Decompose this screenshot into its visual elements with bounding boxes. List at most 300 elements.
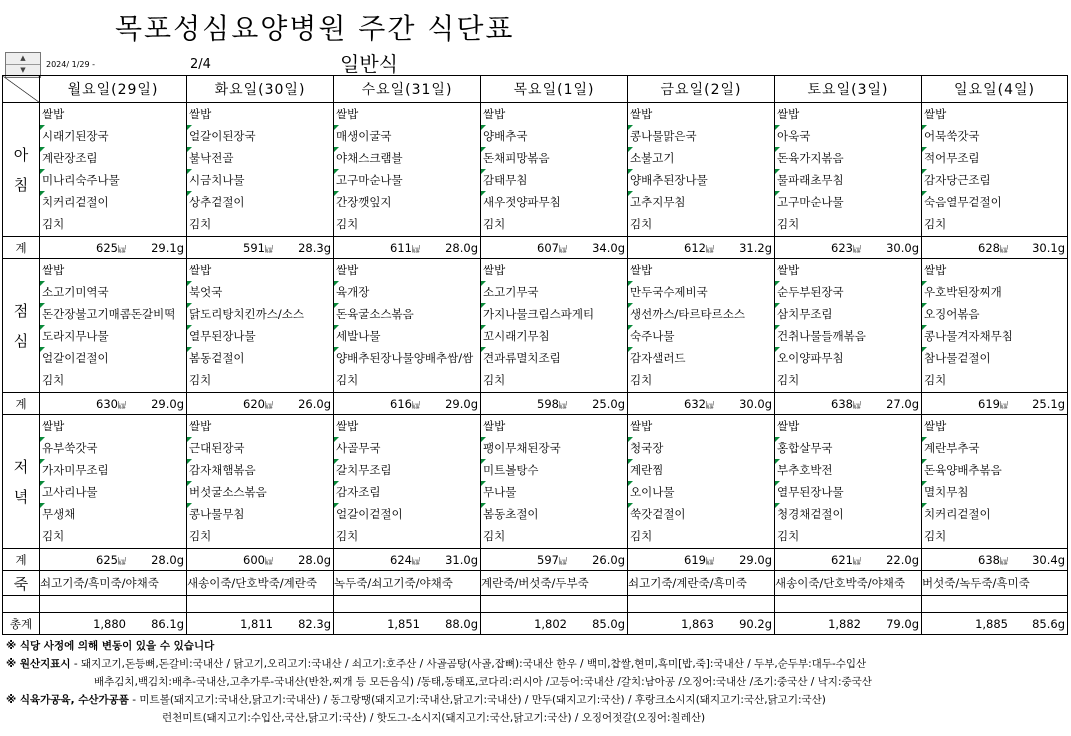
menu-item: 소고기무국 [481,281,627,303]
breakfast-nutrition [628,237,775,259]
kcal-unit: ㎉ [118,556,126,566]
menu-item: 김치 [483,529,506,543]
menu-item: 적어무조림 [922,147,1067,169]
dinner-menu-cell [628,415,775,549]
kcal-value: 619㎉ [684,552,714,567]
kcal-unit: ㎉ [412,244,420,254]
dinner-subtotal-row [3,549,1068,571]
dinner-nutrition [922,549,1068,571]
blank-cell [922,596,1068,613]
kcal-unit: ㎉ [118,244,126,254]
kcal-unit: ㎉ [853,244,861,254]
menu-item: 유부쑥갓국 [40,437,186,459]
porridge-cell: 새송이죽/단호박죽/계란죽 [187,571,334,596]
menu-item: 쌀밥 [630,263,653,277]
menu-item: 얼갈이겉절이 [40,347,186,369]
menu-item: 쌀밥 [336,263,359,277]
total-protein: 79.0g [886,616,919,631]
kcal-unit: ㎉ [412,400,420,410]
subtotal-label: 계 [3,237,40,259]
kcal-unit: ㎉ [559,244,567,254]
porridge-cell: 쇠고기죽/흑미죽/야채죽 [40,571,187,596]
menu-item: 김치 [42,373,65,387]
corner-cell [3,76,40,103]
kcal-value: 638㎉ [978,552,1008,567]
protein-value: 25.0g [592,396,625,411]
menu-item: 숙주나물 [628,325,774,347]
menu-item: 계란부추국 [922,437,1067,459]
menu-item: 쌀밥 [924,107,947,121]
kcal-value: 620㎉ [243,396,273,411]
day-header: 토요일(3일) [775,76,922,103]
menu-item: 김치 [42,217,65,231]
breakfast-nutrition [481,237,628,259]
menu-item: 아욱국 [775,125,921,147]
day-header: 일요일(4일) [922,76,1068,103]
total-nutrition [187,613,334,635]
breakfast-nutrition [775,237,922,259]
menu-item: 육개장 [334,281,480,303]
lunch-nutrition [481,393,628,415]
breakfast-row [3,103,1068,237]
lunch-nutrition [628,393,775,415]
menu-item: 꼬시래기무침 [481,325,627,347]
total-kcal: 1,811 [240,616,273,631]
total-kcal: 1,802 [534,616,567,631]
menu-item: 쌀밥 [483,107,506,121]
menu-item: 김치 [630,529,653,543]
subtotal-label: 계 [3,393,40,415]
menu-item: 김치 [630,373,653,387]
kcal-value: 598㎉ [537,396,567,411]
porridge-cell: 새송이죽/단호박죽/야채죽 [775,571,922,596]
lunch-nutrition [40,393,187,415]
menu-item: 감자당근조림 [922,169,1067,191]
porridge-cell: 녹두죽/쇠고기죽/야채죽 [334,571,481,596]
menu-item: 쌀밥 [924,419,947,433]
kcal-unit: ㎉ [559,400,567,410]
lunch-menu-cell [481,259,628,393]
dinner-nutrition [481,549,628,571]
menu-item: 북엇국 [187,281,333,303]
menu-item: 콩나물맑은국 [628,125,774,147]
lunch-nutrition [922,393,1068,415]
menu-item: 쌀밥 [630,419,653,433]
blank-row [3,596,1068,613]
menu-item: 우호박된장찌개 [922,281,1067,303]
menu-item: 세발나물 [334,325,480,347]
breakfast-nutrition [922,237,1068,259]
menu-item: 쌀밥 [336,419,359,433]
dinner-menu-cell [334,415,481,549]
breakfast-nutrition [187,237,334,259]
breakfast-menu-cell [334,103,481,237]
menu-item: 열무된장나물 [775,481,921,503]
kcal-value: 597㎉ [537,552,567,567]
menu-item: 소불고기 [628,147,774,169]
menu-item: 돈육굴소스볶음 [334,303,480,325]
menu-item: 상추겉절이 [187,191,333,213]
menu-item: 쌀밥 [630,107,653,121]
blank-cell [40,596,187,613]
total-kcal: 1,880 [93,616,126,631]
menu-item: 갈치무조림 [334,459,480,481]
kcal-unit: ㎉ [118,400,126,410]
kcal-unit: ㎉ [265,244,273,254]
porridge-row [3,571,1068,596]
menu-item: 양배추된장나물양배추쌈/쌈 [334,347,480,369]
menu-item: 고구마순나물 [775,191,921,213]
notes [6,637,1066,727]
date-range: 2024/ 1/29 - [46,60,95,69]
menu-item: 홍합살무국 [775,437,921,459]
menu-item: 청국장 [628,437,774,459]
menu-item: 고구마순나물 [334,169,480,191]
protein-value: 28.0g [298,552,331,567]
diet-type: 일반식 [340,52,398,76]
blank-cell [775,596,922,613]
menu-item: 김치 [336,373,359,387]
menu-item: 얼갈이된장국 [187,125,333,147]
protein-value: 26.0g [592,552,625,567]
note-change: ※ 식당 사정에 의해 변동이 있을 수 있습니다 [6,640,215,652]
kcal-unit: ㎉ [265,400,273,410]
lunch-menu-cell [775,259,922,393]
kcal-value: 600㎉ [243,552,273,567]
total-nutrition [481,613,628,635]
protein-value: 30.0g [886,240,919,255]
menu-item: 얼갈이겉절이 [334,503,480,525]
menu-item: 새우젓양파무침 [481,191,627,213]
menu-item: 쌀밥 [42,419,65,433]
menu-item: 쌀밥 [189,263,212,277]
kcal-value: 624㎉ [390,552,420,567]
menu-item: 돈간장불고기매콤돈갈비떡 [40,303,186,325]
kcal-unit: ㎉ [706,400,714,410]
total-protein: 88.0g [445,616,478,631]
menu-item: 쌀밥 [42,107,65,121]
menu-item: 참나물겉절이 [922,347,1067,369]
total-protein: 82.3g [298,616,331,631]
menu-item: 계란장조림 [40,147,186,169]
subtotal-label: 계 [3,549,40,571]
menu-item: 계란찜 [628,459,774,481]
porridge-cell: 계란죽/버섯죽/두부죽 [481,571,628,596]
lunch-nutrition [187,393,334,415]
kcal-unit: ㎉ [706,244,714,254]
blank-cell [628,596,775,613]
kcal-value: 625㎉ [96,240,126,255]
menu-item: 콩나물겨자채무침 [922,325,1067,347]
dinner-label: 저 녁 [3,415,40,549]
protein-value: 29.0g [445,396,478,411]
kcal-value: 628㎉ [978,240,1008,255]
lunch-subtotal-row [3,393,1068,415]
menu-item: 감태무침 [481,169,627,191]
menu-item: 오이양파무침 [775,347,921,369]
dinner-row [3,415,1068,549]
day-header: 월요일(29일) [40,76,187,103]
dinner-nutrition [187,549,334,571]
dinner-nutrition [628,549,775,571]
total-kcal: 1,885 [975,616,1008,631]
menu-item: 만두국수제비국 [628,281,774,303]
total-nutrition [775,613,922,635]
menu-item: 김치 [336,529,359,543]
protein-value: 22.0g [886,552,919,567]
menu-item: 가자미무조림 [40,459,186,481]
breakfast-subtotal-row [3,237,1068,259]
total-kcal: 1,851 [387,616,420,631]
total-row [3,613,1068,635]
menu-item: 양배추국 [481,125,627,147]
dinner-menu-cell [775,415,922,549]
menu-item: 김치 [777,217,800,231]
lunch-menu-cell [187,259,334,393]
note-processed: ※ 식육가공육, 수산가공품 - 미트볼(돼지고기:국내산,닭고기:국내산) / 동그랑땡(돼지고기:국내산,닭고기:국내산) / 만두(돼지고기:국산) / 후랑크소시지(돼지고기:국산,닭고기:국산) [6,694,826,706]
note-origin: ※ 원산지표시 - 돼지고기,돈등뼈,돈갈비:국내산 / 닭고기,오리고기:국내산 / 쇠고기:호주산 / 사골곰탕(사골,잡뼈):국내산 한우 / 백미,찹쌀,현미,흑미[밥,죽]:국내산 / 두부,순두부:대두-수입산 [6,658,867,670]
protein-value: 31.0g [445,552,478,567]
menu-item: 부추호박전 [775,459,921,481]
kcal-value: 612㎉ [684,240,714,255]
kcal-value: 611㎉ [390,240,420,255]
breakfast-menu-cell [40,103,187,237]
menu-item: 팽이무채된장국 [481,437,627,459]
total-kcal: 1,882 [828,616,861,631]
porridge-cell: 버섯죽/녹두죽/흑미죽 [922,571,1068,596]
kcal-value: 619㎉ [978,396,1008,411]
dinner-menu-cell [922,415,1068,549]
lunch-menu-cell [922,259,1068,393]
menu-item: 견과류멸치조림 [481,347,627,369]
menu-item: 시래기된장국 [40,125,186,147]
menu-item: 김치 [189,217,212,231]
porridge-cell: 쇠고기죽/계란죽/흑미죽 [628,571,775,596]
protein-value: 26.0g [298,396,331,411]
kcal-value: 616㎉ [390,396,420,411]
porridge-label: 죽 [3,571,40,596]
menu-item: 쌀밥 [777,263,800,277]
menu-item: 쌀밥 [42,263,65,277]
day-header: 목요일(1일) [481,76,628,103]
kcal-unit: ㎉ [1000,244,1008,254]
protein-value: 27.0g [886,396,919,411]
menu-item: 매생이굴국 [334,125,480,147]
page-number: 2/4 [190,57,211,72]
menu-item: 쌀밥 [777,107,800,121]
kcal-unit: ㎉ [1000,556,1008,566]
blank-cell [334,596,481,613]
total-protein: 85.0g [592,616,625,631]
protein-value: 28.0g [151,552,184,567]
menu-item: 미트볼탕수 [481,459,627,481]
breakfast-nutrition [40,237,187,259]
protein-value: 29.0g [151,396,184,411]
menu-item: 소고기미역국 [40,281,186,303]
menu-item: 건취나물들깨볶음 [775,325,921,347]
menu-item: 가지나물크림스파게티 [481,303,627,325]
menu-item: 양배추된장나물 [628,169,774,191]
menu-item: 김치 [336,217,359,231]
dinner-menu-cell [481,415,628,549]
menu-item: 감자채햄볶음 [187,459,333,481]
menu-item: 오이나물 [628,481,774,503]
note-origin-cont: 배추김치,백김치:배추-국내산,고추가루-국내산(반찬,찌개 등 모든음식) /동태,동태포,코다리:러시아 /고등어:국내산 /갈치:남아공 /오징어:국내산 /조기:중국산 / 낙지:중국산 [94,676,872,688]
menu-item: 봄동초절이 [481,503,627,525]
lunch-row [3,259,1068,393]
total-protein: 85.6g [1032,616,1065,631]
kcal-unit: ㎉ [706,556,714,566]
breakfast-menu-cell [628,103,775,237]
menu-item: 물파래초무침 [775,169,921,191]
protein-value: 30.0g [739,396,772,411]
lunch-menu-cell [40,259,187,393]
menu-item: 김치 [777,373,800,387]
lunch-label: 점 심 [3,259,40,393]
day-header: 금요일(2일) [628,76,775,103]
dinner-menu-cell [40,415,187,549]
menu-item: 도라지무나물 [40,325,186,347]
menu-item: 무나물 [481,481,627,503]
menu-item: 불낙전골 [187,147,333,169]
protein-value: 25.1g [1032,396,1065,411]
menu-item: 쌀밥 [483,419,506,433]
menu-item: 치커리겉절이 [922,503,1067,525]
menu-item: 열무된장나물 [187,325,333,347]
menu-item: 김치 [189,529,212,543]
menu-item: 치커리겉절이 [40,191,186,213]
menu-item: 야채스크램블 [334,147,480,169]
menu-item: 오징어볶음 [922,303,1067,325]
menu-item: 김치 [483,373,506,387]
total-nutrition [40,613,187,635]
menu-item: 버섯굴소스볶음 [187,481,333,503]
menu-item: 쌀밥 [336,107,359,121]
menu-item: 김치 [483,217,506,231]
menu-item: 돈육양배추볶음 [922,459,1067,481]
dinner-nutrition [334,549,481,571]
breakfast-menu-cell [187,103,334,237]
menu-item: 돈채피망볶음 [481,147,627,169]
day-header: 화요일(30일) [187,76,334,103]
blank-cell [3,596,40,613]
kcal-unit: ㎉ [412,556,420,566]
menu-item: 돈육가지볶음 [775,147,921,169]
kcal-value: 607㎉ [537,240,567,255]
breakfast-menu-cell [775,103,922,237]
kcal-value: 632㎉ [684,396,714,411]
kcal-unit: ㎉ [265,556,273,566]
lunch-menu-cell [628,259,775,393]
menu-item: 닭도리탕치킨까스/소스 [187,303,333,325]
kcal-value: 591㎉ [243,240,273,255]
menu-item: 김치 [630,217,653,231]
blank-cell [187,596,334,613]
protein-value: 34.0g [592,240,625,255]
kcal-unit: ㎉ [853,556,861,566]
menu-item: 미나리숙주나물 [40,169,186,191]
menu-item: 간장깻잎지 [334,191,480,213]
total-nutrition [922,613,1068,635]
menu-item: 쌀밥 [189,419,212,433]
menu-item: 쌀밥 [924,263,947,277]
blank-cell [481,596,628,613]
menu-item: 삼치무조림 [775,303,921,325]
total-protein: 90.2g [739,616,772,631]
menu-item: 쑥갓겉절이 [628,503,774,525]
note-processed-cont: 런천미트(돼지고기:수입산,국산,닭고기:국산) / 핫도그-소시지(돼지고기:국산,닭고기:국산) / 오징어젓갈(오징어:칠레산) [162,712,706,724]
menu-item: 고사리나물 [40,481,186,503]
menu-item: 김치 [777,529,800,543]
menu-item: 시금치나물 [187,169,333,191]
menu-item: 김치 [189,373,212,387]
header-row [3,76,1068,103]
menu-item: 김치 [924,217,947,231]
menu-item: 생선까스/타르타르소스 [628,303,774,325]
menu-item: 콩나물무침 [187,503,333,525]
kcal-value: 621㎉ [831,552,861,567]
menu-item: 무생채 [40,503,186,525]
lunch-menu-cell [334,259,481,393]
spin-down-icon[interactable]: ▼ [20,66,26,74]
lunch-nutrition [775,393,922,415]
protein-value: 28.0g [445,240,478,255]
protein-value: 30.4g [1032,552,1065,567]
breakfast-label: 아 침 [3,103,40,237]
protein-value: 29.1g [151,240,184,255]
protein-value: 29.0g [739,552,772,567]
dinner-nutrition [40,549,187,571]
menu-item: 사골무국 [334,437,480,459]
menu-item: 청경채겉절이 [775,503,921,525]
menu-item: 김치 [42,529,65,543]
menu-item: 숙음열무겉절이 [922,191,1067,213]
menu-item: 감자샐러드 [628,347,774,369]
kcal-unit: ㎉ [559,556,567,566]
kcal-unit: ㎉ [853,400,861,410]
breakfast-menu-cell [922,103,1068,237]
breakfast-menu-cell [481,103,628,237]
lunch-nutrition [334,393,481,415]
menu-item: 봄동겉절이 [187,347,333,369]
kcal-value: 630㎉ [96,396,126,411]
total-protein: 86.1g [151,616,184,631]
page-title: 목포성심요양병원 주간 식단표 [115,12,515,45]
menu-item: 쌀밥 [189,107,212,121]
menu-item: 쌀밥 [777,419,800,433]
menu-table [2,75,1068,635]
kcal-unit: ㎉ [1000,400,1008,410]
menu-item: 멸치무침 [922,481,1067,503]
total-nutrition [628,613,775,635]
protein-value: 31.2g [739,240,772,255]
menu-item: 김치 [924,529,947,543]
kcal-value: 638㎉ [831,396,861,411]
menu-item: 순두부된장국 [775,281,921,303]
menu-item: 어묵쑥갓국 [922,125,1067,147]
dinner-nutrition [775,549,922,571]
breakfast-nutrition [334,237,481,259]
menu-item: 쌀밥 [483,263,506,277]
menu-item: 김치 [924,373,947,387]
day-header: 수요일(31일) [334,76,481,103]
kcal-value: 623㎉ [831,240,861,255]
menu-item: 근대된장국 [187,437,333,459]
total-label: 총계 [3,613,40,635]
spin-up-icon[interactable]: ▲ [6,53,40,65]
kcal-value: 625㎉ [96,552,126,567]
menu-item: 고추지무침 [628,191,774,213]
